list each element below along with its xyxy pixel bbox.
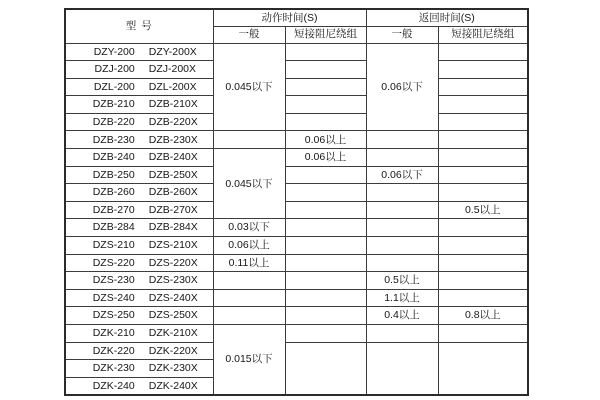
model-cell xyxy=(65,96,213,114)
table-row xyxy=(65,325,528,343)
action-damped-cell xyxy=(285,43,366,61)
model-cell xyxy=(65,307,213,325)
model-number-x: DZB-240X xyxy=(148,151,198,164)
return-general-cell xyxy=(366,149,438,167)
table-row xyxy=(65,113,528,131)
table-row xyxy=(65,201,528,219)
model-number: DZK-210 xyxy=(92,327,135,340)
return-general-cell xyxy=(366,237,438,255)
return-general-cell: 0.06以下 xyxy=(366,43,438,131)
header-row-groups xyxy=(65,9,528,26)
model-number-x: DZB-210X xyxy=(148,98,198,111)
model-pair xyxy=(66,293,213,304)
return-general-cell: 0.06以下 xyxy=(366,166,438,184)
model-number-x: DZS-230X xyxy=(148,274,198,287)
model-pair xyxy=(66,240,213,251)
model-number: DZB-220 xyxy=(92,115,135,128)
model-number: DZB-270 xyxy=(92,203,135,216)
action-damped-cell xyxy=(285,289,366,307)
model-number: DZK-240 xyxy=(92,379,135,392)
action-damped-cell xyxy=(285,307,366,325)
table-row xyxy=(65,342,528,360)
action-damped-cell xyxy=(285,254,366,272)
return-damped-cell xyxy=(438,289,528,307)
model-number-x: DZB-284X xyxy=(148,221,198,234)
model-pair xyxy=(66,82,213,93)
model-number-x: DZS-220X xyxy=(148,256,198,269)
action-damped-cell xyxy=(285,184,366,202)
return-damped-cell xyxy=(438,237,528,255)
model-cell xyxy=(65,131,213,149)
action-general-cell: 0.11以上 xyxy=(213,254,285,272)
action-damped-cell: 0.06以上 xyxy=(285,131,366,149)
action-damped-cell xyxy=(285,201,366,219)
model-number-x: DZL-200X xyxy=(148,80,197,93)
return-general-cell xyxy=(366,342,438,395)
table-row xyxy=(65,219,528,237)
return-damped-cell xyxy=(438,96,528,114)
model-number-x: DZY-200X xyxy=(148,45,197,58)
action-damped-cell xyxy=(285,96,366,114)
return-damped-cell xyxy=(438,184,528,202)
model-number: DZS-220 xyxy=(92,256,135,269)
model-number-x: DZB-270X xyxy=(148,203,198,216)
model-cell xyxy=(65,166,213,184)
model-number-x: DZJ-200X xyxy=(148,63,197,76)
model-pair xyxy=(66,381,213,392)
model-number: DZS-250 xyxy=(92,309,135,322)
spec-table-body xyxy=(65,43,528,395)
action-damped-cell xyxy=(285,78,366,96)
model-pair xyxy=(66,170,213,181)
return-damped-cell xyxy=(438,272,528,290)
model-cell xyxy=(65,78,213,96)
table-row xyxy=(65,272,528,290)
model-number-x: DZS-250X xyxy=(148,309,198,322)
action-general-cell: 0.015以下 xyxy=(213,325,285,395)
model-cell xyxy=(65,43,213,61)
model-number: DZB-250 xyxy=(92,168,135,181)
return-general-cell: 1.1以上 xyxy=(366,289,438,307)
model-pair xyxy=(66,135,213,146)
model-pair xyxy=(66,64,213,75)
model-number-x: DZK-230X xyxy=(148,362,198,375)
model-number: DZS-240 xyxy=(92,291,135,304)
action-general-cell: 0.06以上 xyxy=(213,237,285,255)
header-action-general: 一般 xyxy=(213,26,285,43)
return-damped-cell xyxy=(438,78,528,96)
model-number-x: DZB-250X xyxy=(148,168,198,181)
table-row xyxy=(65,166,528,184)
model-number: DZB-260 xyxy=(92,186,135,199)
model-number: DZS-210 xyxy=(92,239,135,252)
table-row xyxy=(65,149,528,167)
model-pair xyxy=(66,99,213,110)
action-damped-cell xyxy=(285,166,366,184)
action-damped-cell xyxy=(285,342,366,395)
model-cell xyxy=(65,377,213,395)
table-row xyxy=(65,96,528,114)
action-damped-cell xyxy=(285,61,366,79)
action-damped-cell xyxy=(285,325,366,343)
return-damped-cell: 0.8以上 xyxy=(438,307,528,325)
header-return-time-group: 返回时间(S) xyxy=(366,9,528,26)
action-damped-cell: 0.06以上 xyxy=(285,149,366,167)
model-pair xyxy=(66,152,213,163)
action-general-cell: 0.045以下 xyxy=(213,43,285,131)
action-general-cell xyxy=(213,131,285,149)
model-number: DZB-210 xyxy=(92,98,135,111)
header-action-time-group: 动作时间(S) xyxy=(213,9,366,26)
table-row xyxy=(65,237,528,255)
return-general-cell xyxy=(366,254,438,272)
table-row xyxy=(65,307,528,325)
model-pair xyxy=(66,275,213,286)
action-damped-cell xyxy=(285,113,366,131)
model-pair xyxy=(66,47,213,58)
action-general-cell: 0.045以下 xyxy=(213,149,285,219)
return-general-cell: 0.5以上 xyxy=(366,272,438,290)
model-pair xyxy=(66,363,213,374)
model-number: DZL-200 xyxy=(93,80,135,93)
model-cell xyxy=(65,272,213,290)
model-number-x: DZK-240X xyxy=(148,379,198,392)
model-pair xyxy=(66,187,213,198)
table-row xyxy=(65,254,528,272)
return-general-cell: 0.4以上 xyxy=(366,307,438,325)
return-damped-cell xyxy=(438,219,528,237)
model-number-x: DZB-260X xyxy=(148,186,198,199)
table-row xyxy=(65,61,528,79)
model-pair xyxy=(66,117,213,128)
relay-spec-table xyxy=(64,8,529,396)
model-pair xyxy=(66,346,213,357)
model-cell xyxy=(65,237,213,255)
header-return-damped-winding: 短接阻尼绕组 xyxy=(438,26,528,43)
model-number-x: DZS-240X xyxy=(148,291,198,304)
model-number-x: DZB-230X xyxy=(148,133,198,146)
action-general-cell xyxy=(213,289,285,307)
return-general-cell xyxy=(366,219,438,237)
model-number: DZY-200 xyxy=(93,45,135,58)
action-general-cell: 0.03以下 xyxy=(213,219,285,237)
header-return-general: 一般 xyxy=(366,26,438,43)
return-damped-cell xyxy=(438,131,528,149)
action-damped-cell xyxy=(285,219,366,237)
return-damped-cell xyxy=(438,61,528,79)
model-cell xyxy=(65,219,213,237)
return-general-cell xyxy=(366,201,438,219)
return-damped-cell xyxy=(438,325,528,343)
return-damped-cell xyxy=(438,166,528,184)
model-cell xyxy=(65,289,213,307)
model-cell xyxy=(65,149,213,167)
return-damped-cell xyxy=(438,113,528,131)
table-row xyxy=(65,43,528,61)
model-cell xyxy=(65,254,213,272)
model-number: DZJ-200 xyxy=(94,63,135,76)
model-cell xyxy=(65,342,213,360)
action-damped-cell xyxy=(285,272,366,290)
model-pair xyxy=(66,328,213,339)
model-number-x: DZK-210X xyxy=(148,327,198,340)
table-row xyxy=(65,184,528,202)
table-row xyxy=(65,131,528,149)
return-damped-cell xyxy=(438,342,528,395)
model-pair xyxy=(66,222,213,233)
table-header xyxy=(65,9,528,43)
return-general-cell xyxy=(366,325,438,343)
model-number: DZB-240 xyxy=(92,151,135,164)
model-pair xyxy=(66,258,213,269)
table-row xyxy=(65,289,528,307)
model-number: DZK-220 xyxy=(92,344,135,357)
model-cell xyxy=(65,325,213,343)
model-number: DZS-230 xyxy=(92,274,135,287)
action-general-cell xyxy=(213,272,285,290)
model-cell xyxy=(65,61,213,79)
model-cell xyxy=(65,201,213,219)
header-action-damped-winding: 短接阻尼绕组 xyxy=(285,26,366,43)
model-number: DZK-230 xyxy=(92,362,135,375)
model-pair xyxy=(66,310,213,321)
model-pair xyxy=(66,205,213,216)
model-cell xyxy=(65,184,213,202)
return-damped-cell xyxy=(438,43,528,61)
model-cell xyxy=(65,360,213,378)
action-general-cell xyxy=(213,307,285,325)
return-damped-cell: 0.5以上 xyxy=(438,201,528,219)
header-model: 型 号 xyxy=(65,9,213,43)
model-number: DZB-284 xyxy=(92,221,135,234)
model-number: DZB-230 xyxy=(92,133,135,146)
return-damped-cell xyxy=(438,149,528,167)
model-cell xyxy=(65,113,213,131)
model-number-x: DZK-220X xyxy=(148,344,198,357)
return-damped-cell xyxy=(438,254,528,272)
action-damped-cell xyxy=(285,237,366,255)
return-general-cell xyxy=(366,184,438,202)
table-row xyxy=(65,78,528,96)
return-general-cell xyxy=(366,131,438,149)
model-number-x: DZB-220X xyxy=(148,115,198,128)
model-number-x: DZS-210X xyxy=(148,239,198,252)
